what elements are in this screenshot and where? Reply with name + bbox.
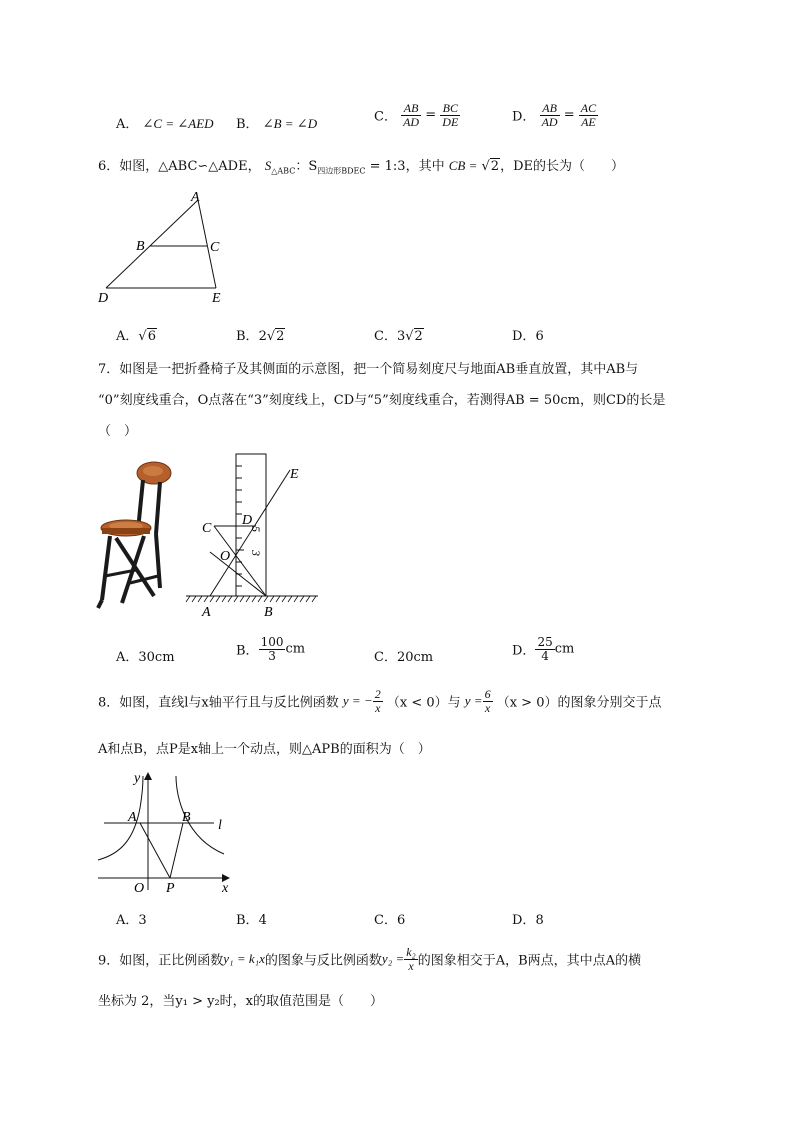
q8-stem-fraction-1: $\frac{2}{x}$: [374, 687, 381, 715]
q7-option-d-unit: cm: [554, 641, 575, 657]
q8-label-b: B: [182, 810, 191, 825]
q8-option-b: [236, 909, 267, 928]
q7-stem-line2: “0”刻度线重合，O点落在“3”刻度线上，CD与“5”刻度线重合，若测得AB = 50cm，则CD的长是: [98, 393, 666, 408]
q5-option-a: [116, 113, 214, 132]
q7-label-o: O: [220, 549, 231, 564]
q8-option-b-value: 4: [258, 913, 267, 928]
q7-label-b: B: [264, 605, 273, 620]
q5-option-d-fraction-2: $\frac{AC}{AE}$: [580, 101, 597, 129]
q8-label-l: l: [218, 818, 222, 833]
q7-label-c: C: [202, 521, 212, 536]
q7-label-d: D: [242, 513, 253, 528]
q6-stem: [98, 155, 624, 177]
q7-option-b: [236, 636, 305, 662]
q7-option-a-value: 30cm: [138, 650, 175, 665]
q6-stem-cb: CB =: [448, 158, 478, 173]
q5-option-d-label: D．: [512, 109, 536, 125]
q7-ground-hatching: [186, 596, 316, 602]
q8-label-p: P: [166, 881, 175, 896]
q8-stem-fraction-2: $\frac{6}{x}$: [484, 687, 491, 715]
q7-option-a: [116, 646, 175, 665]
q6-stem-part1: 6．如图，△ABC∽△ADE，: [98, 159, 261, 174]
q9-stem-line1: [98, 946, 641, 972]
q8-stem-y2: y =: [464, 693, 483, 709]
q8-option-c-label: C．: [374, 913, 397, 928]
q8-stem-y1: y = −: [342, 693, 373, 709]
q8-stem-cond1: （x < 0）与: [386, 695, 461, 711]
q6-option-d-label: D．: [512, 329, 536, 344]
q7-label-a: A: [202, 605, 211, 620]
q5-option-c-equals: =: [425, 107, 437, 123]
q8-label-y: y: [134, 771, 141, 786]
q7-option-d-fraction: $\frac{25}{4}$: [537, 635, 553, 663]
q6-option-b: [236, 325, 285, 344]
q6-label-a: A: [191, 190, 200, 205]
q8-option-b-label: B．: [236, 913, 259, 928]
q6-option-a-value: √6: [138, 329, 156, 344]
q7-option-b-unit: cm: [285, 641, 306, 657]
q6-stem-s: S: [264, 158, 272, 173]
q5-option-c-fraction-2: $\frac{BC}{DE}$: [442, 101, 459, 129]
q5-option-d-fraction-1: $\frac{AB}{AD}$: [541, 101, 558, 129]
q6-stem-sqrt: √2: [481, 159, 500, 174]
q6-stem-ratio: = 1:3，其中: [369, 159, 445, 174]
q8-stem-cond2: （x > 0）的图象分别交于点: [496, 695, 662, 711]
q6-option-d: [512, 325, 544, 344]
q8-graph-figure: [94, 768, 244, 896]
q5-option-a-text: ∠C = ∠AED: [142, 116, 214, 131]
q7-option-d: [512, 636, 574, 662]
q7-option-d-label: D．: [512, 643, 536, 659]
q6-label-c: C: [210, 240, 220, 255]
q6-stem-part2: ，DE的长为（ ）: [500, 159, 624, 174]
q6-option-d-value: 6: [535, 329, 544, 344]
q8-option-c: [374, 909, 405, 928]
q7-line-ae: [210, 470, 290, 596]
q6-label-e: E: [212, 291, 221, 306]
q8-line-bp: [170, 823, 183, 878]
q7-stem-line3: （ ）: [98, 424, 138, 439]
q8-option-d-label: D．: [512, 913, 536, 928]
q5-option-d-equals: =: [563, 107, 575, 123]
q8-option-c-value: 6: [396, 913, 406, 928]
q7-ruler-label-5: 5: [249, 526, 263, 532]
q6-stem-sub1: △ABC: [271, 166, 296, 176]
q6-option-c: [374, 325, 424, 344]
q5-option-d: [512, 102, 598, 128]
q6-option-b-value: 2√2: [258, 329, 285, 344]
q6-option-c-label: C．: [374, 329, 397, 344]
q7-stem-line1: 7．如图是一把折叠椅子及其侧面的示意图，把一个简易刻度尺与地面AB垂直放置，其中AB与: [98, 362, 639, 377]
q5-option-b: [236, 113, 317, 132]
q9-stem-pre: 9．如图，正比例函数: [98, 953, 224, 969]
q9-stem-y1: y₁ = k₁x: [223, 951, 265, 967]
q6-option-b-label: B．: [236, 329, 259, 344]
q8-label-x: x: [222, 881, 229, 896]
q6-option-c-value: 3√2: [396, 329, 423, 344]
q9-stem-line2: 坐标为 2，当y₁ > y₂时，x的取值范围是（ ）: [98, 994, 384, 1009]
q6-option-a: [116, 325, 157, 344]
q7-option-c-value: 20cm: [396, 650, 434, 665]
q7-ruler-label-3: 3: [249, 550, 263, 556]
q5-option-b-text: ∠B = ∠D: [262, 116, 318, 131]
q5-option-c-label: C．: [374, 109, 397, 125]
q5-option-c: [374, 102, 460, 128]
q6-triangle-figure: [92, 188, 242, 306]
q7-option-a-label: A．: [116, 650, 139, 665]
q9-stem-y2: y₂ =: [381, 951, 405, 967]
q8-option-d-value: 8: [535, 913, 544, 928]
q7-option-c: [374, 646, 433, 665]
q8-stem-line2: A和点B，点P是x轴上一个动点，则△APB的面积为（ ）: [98, 742, 431, 757]
q8-label-o: O: [134, 881, 145, 896]
q7-ruler-diagram: [182, 452, 322, 624]
q8-option-a: [116, 909, 147, 928]
q6-stem-colon: ：S: [295, 159, 318, 174]
q7-label-e: E: [290, 467, 299, 482]
q9-stem-post: 的图象相交于A，B两点，其中点A的横: [417, 953, 642, 969]
q8-line-ap: [140, 823, 170, 878]
q5-option-b-label: B．: [236, 117, 259, 132]
q8-label-a: A: [128, 810, 137, 825]
q6-label-d: D: [98, 291, 109, 306]
q6-label-b: B: [136, 239, 145, 254]
q9-stem-mid: 的图象与反比例函数: [264, 953, 382, 969]
q9-stem-fraction: $\frac{\text{k₂}}{x}$: [406, 945, 416, 973]
q5-option-c-fraction-1: $\frac{AB}{AD}$: [403, 101, 420, 129]
q6-option-a-label: A．: [116, 329, 139, 344]
q8-option-a-value: 3: [138, 913, 147, 928]
q7-option-b-fraction: $\frac{100}{3}$: [260, 635, 284, 663]
q7-option-b-label: B．: [236, 643, 259, 659]
q6-stem-sub2: 四边形BDEC: [317, 166, 366, 176]
q8-option-a-label: A．: [116, 913, 139, 928]
folding-chair-illustration: [96, 458, 176, 610]
q8-stem-line1: [98, 688, 661, 714]
q6-line-ad: [106, 200, 198, 288]
q7-option-c-label: C．: [374, 650, 397, 665]
q8-stem-pre: 8．如图，直线l与x轴平行且与反比例函数: [98, 695, 339, 711]
q8-option-d: [512, 909, 544, 928]
q5-option-a-label: A．: [116, 117, 139, 132]
